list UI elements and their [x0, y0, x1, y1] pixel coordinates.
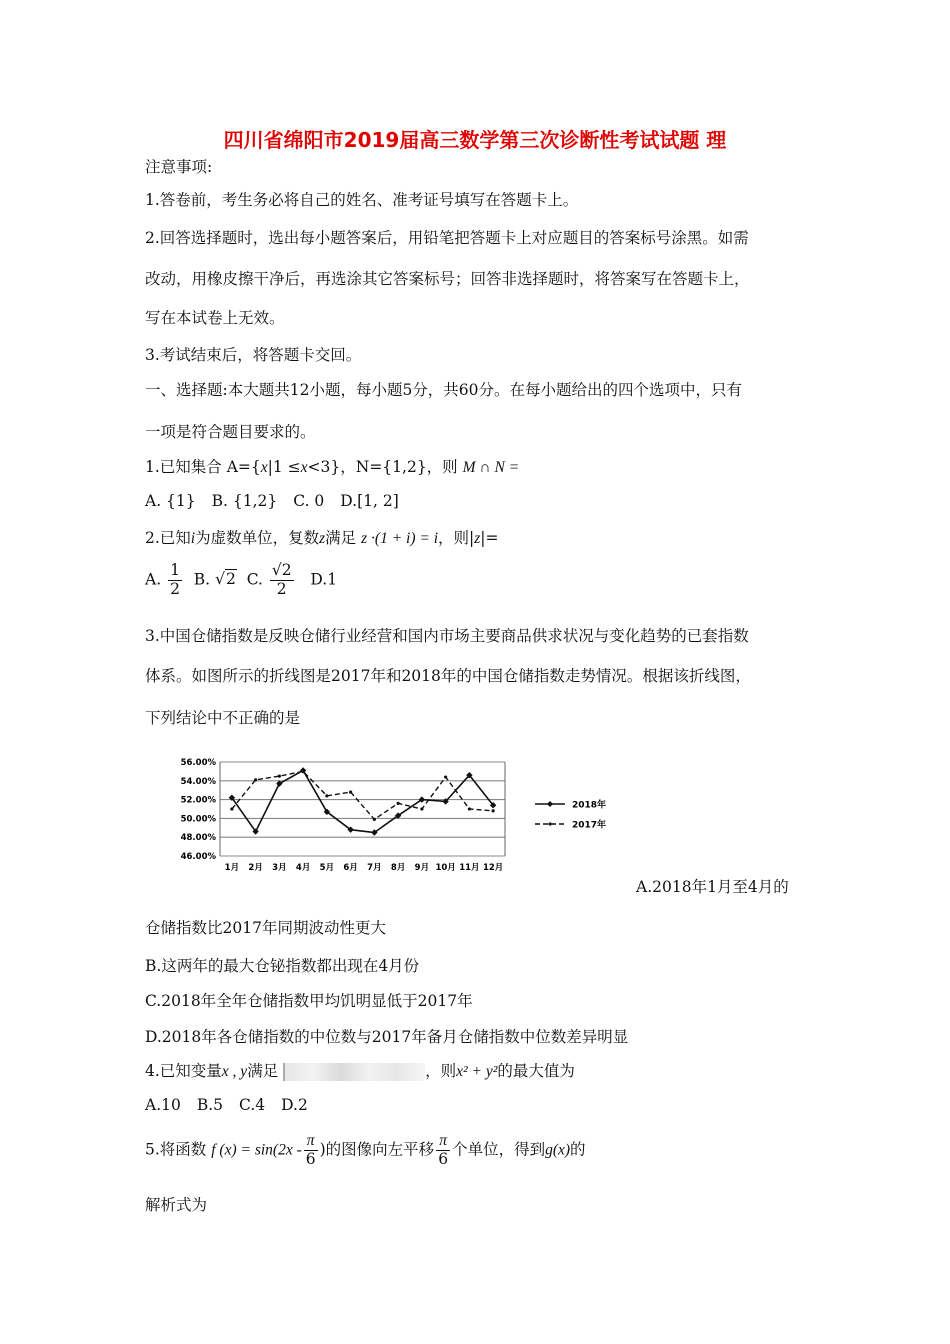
q3-option-a-line-2: 仓储指数比2017年同期波动性更大 — [145, 919, 386, 937]
q1-text-a: 1.已知集合 A={ — [145, 458, 261, 476]
warehouse-index-line-chart — [170, 752, 640, 884]
q4-expression: x² + y² — [456, 1063, 498, 1080]
data-point-2017 — [254, 778, 257, 781]
notice-item-2-line-2: 改动，用橡皮擦干净后，再选涂其它答案标号；回答非选择题时，将答案写在答题卡上， — [145, 270, 750, 288]
q3-option-b: B.这两年的最大仓铋指数都出现在4月份 — [145, 957, 420, 975]
q5-text-d: 的 — [570, 1140, 586, 1159]
data-point-2017 — [278, 775, 281, 778]
y-tick-label: 46.00% — [180, 852, 216, 862]
data-point-2017 — [349, 790, 352, 793]
q1-expression: M ∩ N = — [462, 459, 520, 476]
notice-item-1: 1.答卷前，考生务必将自己的姓名、准考证号填写在答题卡上。 — [145, 191, 579, 209]
frac-den: 6 — [438, 1149, 449, 1168]
q2-expression: z ·(1 + i) = i — [361, 530, 439, 547]
data-point-2017 — [397, 802, 400, 805]
legend-marker — [548, 822, 551, 825]
q3-option-c: C.2018年全年仓储指数甲均饥明显低于2017年 — [145, 992, 473, 1010]
question-5 — [145, 1132, 586, 1169]
frac-num: √2 — [271, 561, 292, 579]
data-point-2017 — [230, 807, 233, 810]
q2-option-b-label: B. — [193, 570, 211, 589]
q5-text-b: )的图像向左平移 — [319, 1140, 435, 1159]
q5-function: f (x) = sin(2x - — [211, 1141, 302, 1159]
q2-option-c-fraction — [270, 562, 294, 599]
question-5-line-2: 解析式为 — [145, 1196, 208, 1214]
q4-text-d: 的最大值为 — [497, 1062, 575, 1080]
y-tick-label: 54.00% — [180, 776, 216, 787]
q1-text-c: |1 ≤ — [267, 458, 301, 476]
question-2 — [145, 526, 499, 548]
question-1 — [145, 455, 519, 477]
q4-text-a: 4.已知变量 — [145, 1062, 222, 1080]
q2-option-c-label: C. — [246, 570, 263, 589]
x-tick-label: 6月 — [343, 863, 358, 873]
q1-text-e: <3}，N={1,2}，则 — [307, 458, 458, 476]
x-tick-label: 10月 — [435, 863, 456, 873]
data-point-2017 — [492, 809, 495, 812]
q4-text-c: ，则 — [425, 1062, 457, 1080]
series-line-2018 — [232, 770, 493, 832]
q2-option-a-fraction — [168, 562, 182, 599]
q2-text-c: 满足 — [325, 529, 357, 547]
y-tick-label: 56.00% — [180, 758, 216, 768]
q4-option-a: A.10 — [145, 1096, 181, 1114]
radicand: 2 — [225, 570, 236, 589]
q3-option-d: D.2018年各仓储指数的中位数与2017年备月仓储指数中位数差异明显 — [145, 1028, 629, 1046]
x-tick-label: 3月 — [272, 863, 287, 873]
q2-text-b: 为虚数单位，复数 — [195, 529, 320, 547]
q5-text-a: 5.将函数 — [145, 1140, 207, 1159]
frac-den: 6 — [305, 1149, 316, 1168]
q4-vars: x , y — [221, 1063, 248, 1080]
frac-num: 1 — [170, 561, 180, 579]
x-tick-label: 5月 — [319, 863, 335, 873]
y-tick-label: 48.00% — [180, 833, 216, 844]
question-3-line-3: 下列结论中不正确的是 — [145, 709, 301, 727]
q5-g: g(x) — [545, 1141, 571, 1159]
section1-line-2: 一项是符合题目要求的。 — [145, 423, 316, 441]
x-tick-label: 2月 — [248, 863, 263, 873]
notice-item-2-line-3: 写在本试卷上无效。 — [145, 309, 285, 327]
data-point-2017 — [373, 818, 376, 821]
q5-frac-2 — [436, 1132, 450, 1169]
legend-marker — [547, 801, 553, 807]
q4-option-d: D.2 — [281, 1096, 308, 1114]
constraint-system-image — [283, 1063, 425, 1081]
frac-num: π — [436, 1132, 450, 1151]
q2-var-z: z — [319, 530, 326, 547]
series-line-2017 — [232, 771, 493, 819]
question-3-line-1: 3.中国仓储指数是反映仓储行业经营和国内市场主要商品供求状况与变化趋势的已套指数 — [145, 627, 749, 645]
data-point-2018 — [276, 780, 282, 786]
q1-option-a: A. {1} — [145, 492, 196, 510]
question-2-options — [145, 562, 337, 599]
section1-line-1: 一、选择题:本大题共12小题，每小题5分，共60分。在每小题给出的四个选项中，只有 — [145, 381, 743, 399]
q2-option-b-sqrt: √2 — [215, 570, 236, 589]
q2-option-d: D.1 — [310, 570, 338, 589]
q3-option-a-line-1: A.2018年1月至4月的 — [636, 878, 789, 896]
q2-text-e: |= — [480, 529, 499, 547]
notice-item-2-line-1: 2.回答选择题时，选出每小题答案后，用铅笔把答题卡上对应题目的答案标号涂黑。如需 — [145, 229, 749, 247]
q1-option-d: D.[1, 2] — [340, 492, 399, 510]
q2-text-d: ，则| — [438, 529, 475, 547]
y-tick-label: 52.00% — [180, 795, 216, 806]
data-point-2017 — [444, 775, 447, 778]
q1-option-b: B. {1,2} — [211, 492, 278, 510]
y-tick-label: 50.00% — [180, 814, 216, 825]
x-tick-label: 1月 — [224, 863, 240, 873]
frac-den: 2 — [276, 579, 287, 598]
x-tick-label: 8月 — [390, 863, 406, 873]
x-tick-label: 11月 — [459, 863, 480, 873]
q1-var-x2: x — [300, 459, 308, 476]
data-point-2017 — [302, 770, 305, 773]
q1-option-c: C. 0 — [293, 492, 325, 510]
question-4 — [145, 1059, 575, 1081]
page-title: 四川省绵阳市2019届高三数学第三次诊断性考试试题 理 — [223, 128, 727, 152]
data-point-2017 — [468, 807, 471, 810]
legend-label: 2018年 — [572, 800, 607, 811]
data-point-2017 — [325, 794, 328, 797]
legend-label: 2017年 — [572, 820, 607, 831]
data-point-2017 — [420, 807, 423, 810]
q4-option-b: B.5 — [196, 1096, 224, 1114]
q2-var-z2: z — [474, 530, 481, 547]
notice-item-3: 3.考试结束后，将答题卡交回。 — [145, 346, 362, 364]
x-tick-label: 9月 — [414, 863, 430, 873]
q4-text-b: 满足 — [247, 1062, 279, 1080]
x-tick-label: 12月 — [482, 863, 504, 873]
q2-option-a-label: A. — [145, 570, 162, 589]
question-1-options — [145, 492, 415, 510]
q2-text-a: 2.已知 — [145, 529, 191, 547]
frac-num: π — [304, 1132, 318, 1151]
q4-option-c: C.4 — [239, 1096, 266, 1114]
x-tick-label: 7月 — [367, 863, 382, 873]
question-3-line-2: 体系。如图所示的折线图是2017年和2018年的中国仓储指数走势情况。根据该折线图， — [145, 667, 751, 685]
frac-den: 2 — [170, 579, 180, 598]
q5-frac-1 — [304, 1132, 318, 1169]
question-4-options — [145, 1096, 324, 1114]
q5-text-c: 个单位，得到 — [452, 1140, 546, 1159]
notice-heading: 注意事项: — [145, 158, 213, 176]
q1-var-x1: x — [260, 459, 268, 476]
q2-var-i: i — [190, 530, 196, 547]
x-tick-label: 4月 — [295, 863, 311, 873]
radicand: 2 — [281, 561, 292, 579]
